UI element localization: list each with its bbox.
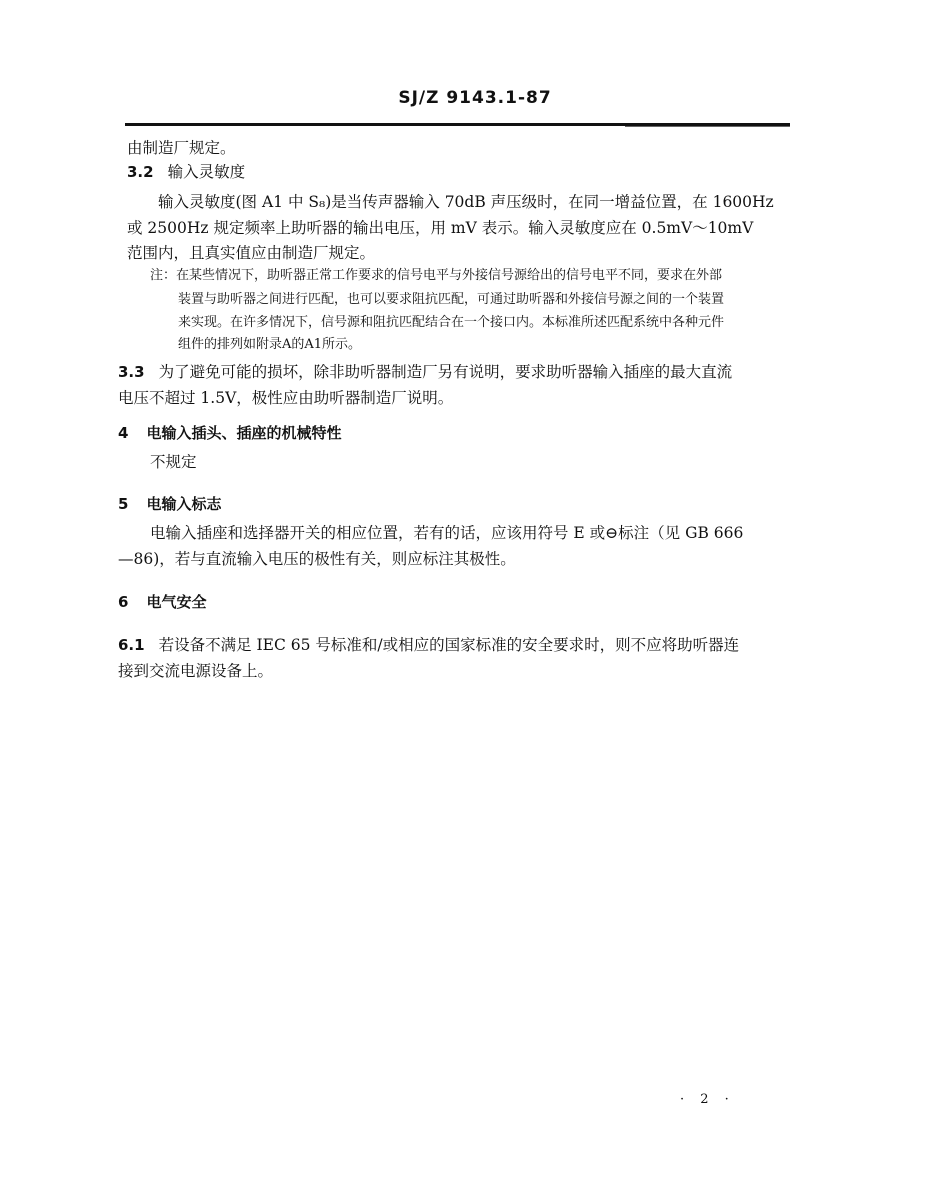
paragraph-line: 电压不超过 1.5V，极性应由助听器制造厂说明。 [118, 389, 454, 407]
paragraph-line: 输入灵敏度(图 A1 中 S₈)是当传声器输入 70dB 声压级时，在同一增益位置，在 1600Hz [158, 193, 774, 211]
note-line: 装置与助听器之间进行匹配，也可以要求阻抗匹配，可通过助听器和外接信号源之间的一个装置 [178, 292, 725, 307]
section-5-heading [118, 494, 221, 514]
section-number: 6 [118, 593, 129, 611]
text-line-continuation: 由制造厂规定。 [127, 139, 236, 157]
section-number: 3.3 [118, 363, 145, 381]
section-text: 为了避免可能的损坏，除非助听器制造厂另有说明，要求助听器输入插座的最大直流 [158, 363, 733, 381]
page-number: · 2 · [680, 1092, 735, 1107]
section-title: 电输入标志 [146, 495, 222, 513]
section-6-heading [118, 592, 206, 612]
section-3-2-heading [127, 162, 245, 182]
note-line: 来实现。在许多情况下，信号源和阻抗匹配结合在一个接口内。本标准所述匹配系统中各种元件 [178, 315, 725, 330]
section-number: 4 [118, 424, 129, 442]
section-number: 5 [118, 495, 129, 513]
paragraph-line: 范围内，且真实值应由制造厂规定。 [127, 244, 376, 262]
section-3-3-line [118, 362, 732, 382]
paragraph-line: 接到交流电源设备上。 [118, 662, 274, 680]
section-text: 若设备不满足 IEC 65 号标准和/或相应的国家标准的安全要求时，则不应将助听器连 [158, 636, 740, 654]
document-code-header: SJ/Z 9143.1-87 [398, 88, 552, 108]
paragraph-line: —86)，若与直流输入电压的极性有关，则应标注其极性。 [118, 550, 516, 568]
section-number: 6.1 [118, 636, 145, 654]
section-6-1-line [118, 635, 739, 655]
note-line: 注：在某些情况下，助听器正常工作要求的信号电平与外接信号源给出的信号电平不同，要求在外部 [150, 268, 723, 283]
section-title: 输入灵敏度 [167, 163, 246, 181]
section-title: 电气安全 [146, 593, 207, 611]
paragraph-line: 不规定 [150, 453, 197, 471]
paragraph-line: 电输入插座和选择器开关的相应位置，若有的话，应该用符号 E 或⊖标注（见 GB 666 [150, 524, 744, 542]
header-rule [125, 123, 790, 126]
section-title: 电输入插头、插座的机械特性 [146, 424, 342, 442]
note-line: 组件的排列如附录A的A1所示。 [178, 337, 362, 352]
paragraph-line: 或 2500Hz 规定频率上助听器的输出电压，用 mV 表示。输入灵敏度应在 0.5mV～10mV [127, 219, 754, 237]
section-4-heading [118, 423, 341, 443]
section-number: 3.2 [127, 163, 154, 181]
